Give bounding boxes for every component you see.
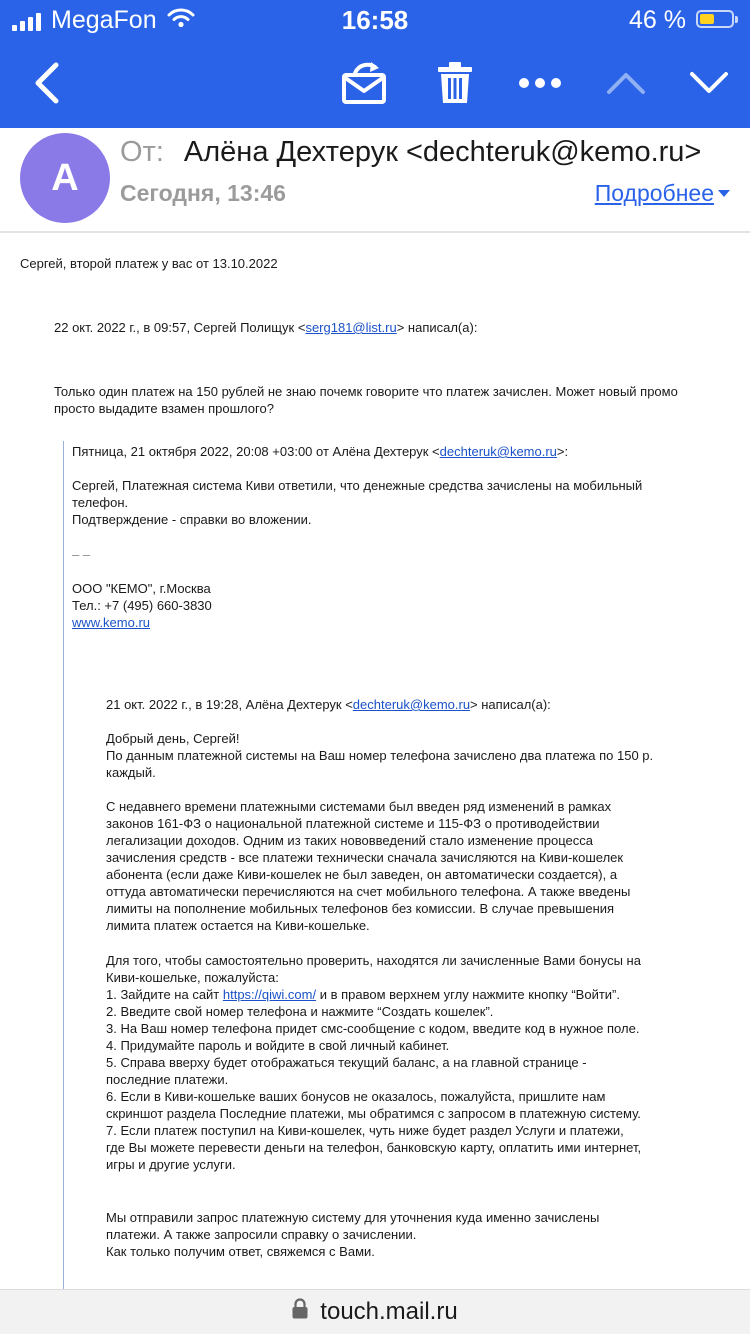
quote3-email-link[interactable]: dechteruk@kemo.ru	[352, 697, 471, 712]
quote3-header-post: > написал(а):	[470, 697, 551, 712]
quote2-header-post: >:	[556, 444, 569, 459]
lock-icon	[292, 1298, 308, 1326]
signature-divider: – –	[72, 547, 91, 562]
quote3-steps-intro: Для того, чтобы самостоятельно проверить, находятся ли зачисленные Вами бонусы на Киви-кошельке, пожалуйста:	[106, 953, 641, 985]
from-line	[120, 136, 701, 169]
step-1	[106, 986, 620, 1003]
details-link[interactable]	[595, 180, 730, 207]
browser-url-bar[interactable]	[0, 1289, 750, 1334]
message-header	[0, 128, 750, 233]
mail-toolbar	[0, 42, 750, 128]
quote3-paragraph: С недавнего времени платежными системами был введен ряд изменений в рамках законов 161-ФЗ о национальной платежной системе и 115-ФЗ о противодействии легализации доходов. Одним из таких нововведений стало изменение процесса зачисления средств - все платежи технически сначала зачисляются на Киви-кошелек абонента (если даже Киви-кошелек не был заведен, он автоматически создается), а оттуда автоматически перечисляются на счет мобильного телефона. А также введены лимиты на пополнение мобильных телефонов без комиссии. В случае превышения лимита платеж остается на Киви-кошельке.	[106, 799, 631, 933]
back-button[interactable]	[22, 60, 72, 110]
step1-pre: 1. Зайдите на сайт	[106, 987, 223, 1002]
intro-text: Сергей, второй платеж у вас от 13.10.2022	[20, 256, 278, 271]
carrier-name: MegaFon	[51, 6, 157, 34]
battery-icon	[696, 10, 734, 28]
kemo-site-link[interactable]: www.kemo.ru	[72, 615, 151, 630]
qiwi-link[interactable]: https://qiwi.com/	[222, 987, 317, 1002]
battery-percent: 46 %	[629, 6, 686, 34]
quote3-greeting: Добрый день, Сергей! По данным платежной системы на Ваш номер телефона зачислено два платежа по 150 р. каждый.	[106, 731, 654, 780]
battery-level	[700, 14, 714, 24]
url-text: touch.mail.ru	[320, 1298, 458, 1325]
step1-post: и в правом верхнем углу нажмите кнопку “Войти”.	[316, 987, 620, 1002]
quote1-header-pre: 22 окт. 2022 г., в 09:57, Сергей Полищук <	[54, 320, 306, 335]
next-message-button[interactable]	[684, 60, 734, 110]
trash-icon	[437, 61, 473, 110]
chevron-left-icon	[32, 61, 62, 110]
quote3-header	[106, 696, 551, 713]
signature-company: ООО "КЕМО", г.Москва Тел.: +7 (495) 660-3830	[72, 581, 212, 613]
from-label: От:	[120, 136, 164, 168]
move-envelope-icon	[341, 61, 389, 110]
quote-bar	[63, 441, 64, 1289]
quote2-header	[72, 443, 568, 460]
more-dots-icon	[518, 76, 562, 94]
sender[interactable]: Алёна Дехтерук <dechteruk@kemo.ru>	[183, 136, 702, 168]
status-bar	[0, 0, 750, 42]
more-button[interactable]	[515, 60, 565, 110]
previous-message-button[interactable]	[601, 60, 651, 110]
quote1-header	[54, 319, 477, 336]
quote1-text: Только один платеж на 150 рублей не знаю почемк говорите что платеж зачислен. Может новый промо просто выдадите взамен прошлого?	[54, 384, 678, 416]
quote3-header-pre: 21 окт. 2022 г., в 19:28, Алёна Дехтерук <	[106, 697, 353, 712]
steps-list: 2. Введите свой номер телефона и нажмите “Создать кошелек”. 3. На Ваш номер телефона придет смс-сообщение с кодом, введите код в нужное поле. 4. Придумайте пароль и войдите в свой личный кабинет. 5. Справа вверху будет отображаться текущий баланс, а на главной странице - последние платежи. 6. Если в Киви-кошельке ваших бонусов не оказалось, пожалуйста, пришлите нам скриншот раздела Последние платежи, мы обратимся с запросом в платежную систему. 7. Если платеж поступил на Киви-кошелек, чуть ниже будет раздел Услуги и платежи, где Вы можете перевести деньги на телефон, банковскую карту, оплатить ими интернет, игры и другие услуги.	[106, 1004, 642, 1172]
quote1-email-link[interactable]: serg181@list.ru	[305, 320, 397, 335]
signature-site-link[interactable]	[72, 614, 150, 631]
caret-down-icon	[718, 190, 730, 197]
quote1-header-post: > написал(а):	[396, 320, 478, 335]
chevron-down-icon	[689, 71, 729, 100]
chevron-up-icon	[606, 71, 646, 100]
move-button[interactable]	[340, 60, 390, 110]
delete-button[interactable]	[430, 60, 480, 110]
clock: 16:58	[341, 5, 409, 35]
quote2-header-pre: Пятница, 21 октября 2022, 20:08 +03:00 от Алёна Дехтерук <	[72, 444, 440, 459]
message-body	[0, 233, 750, 1289]
quote2-text: Сергей, Платежная система Киви ответили, что денежные средства зачислены на мобильный телефон. Подтверждение - справки во вложении.	[72, 478, 643, 527]
quote3-closing: Мы отправили запрос платежную систему для уточнения куда именно зачислены платежи. А также запросили справку о зачислении. Как только получим ответ, свяжемся с Вами.	[106, 1210, 600, 1259]
avatar[interactable]: A	[20, 133, 110, 223]
message-date: Сегодня, 13:46	[120, 180, 286, 206]
quote2-email-link[interactable]: dechteruk@kemo.ru	[439, 444, 557, 459]
details-link-label: Подробнее	[594, 180, 714, 206]
